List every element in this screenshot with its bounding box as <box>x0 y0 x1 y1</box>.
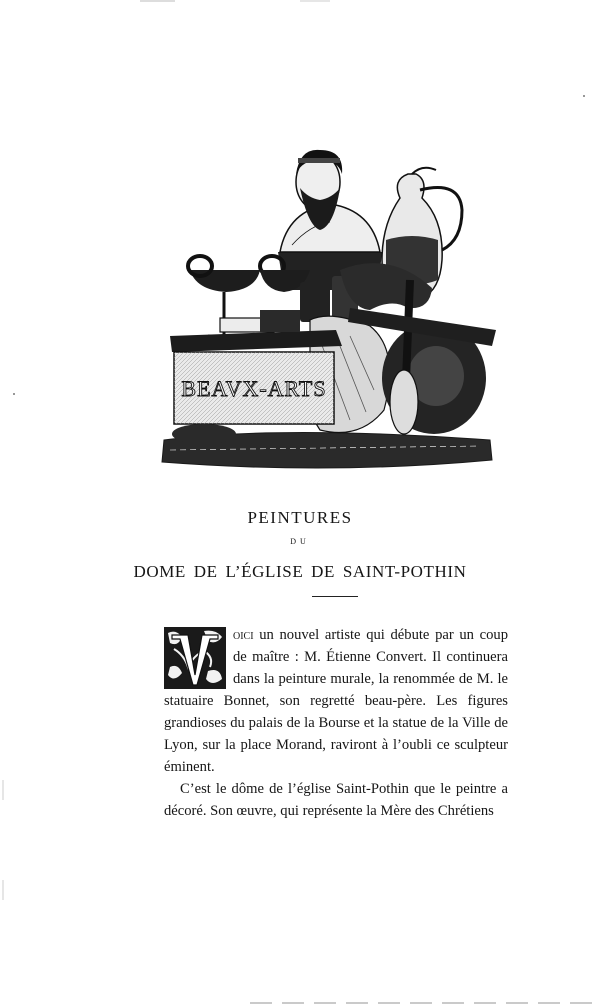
paragraph-2: C’est le dôme de l’église Saint-Pothin que le peintre a décoré. Son œuvre, qui représente la Mère des Chrétiens <box>164 781 508 819</box>
heading-dome: DOME DE L’ÉGLISE DE SAINT-POTHIN <box>133 562 467 581</box>
ornamental-drop-cap <box>164 627 226 689</box>
pedestal-inscription: BEAVX-ARTS <box>181 376 327 401</box>
article-body <box>164 624 508 822</box>
paragraph-1 <box>164 624 508 778</box>
heading-du: DU <box>290 537 310 546</box>
first-word-rest: oici <box>233 627 254 643</box>
section-rule <box>312 596 358 597</box>
paragraph-1-text: un nouvel artiste qui débute par un coup de maître : M. Étienne Convert. Il continuera dans la peinture murale, la renommée de M. le statuaire Bonnet, son regretté beau-père. Les figures grandioses du palais de la Bourse et la statue de la Ville de Lyon, sur la place Morand, raviront à l’oubli ce sculpteur éminent. <box>164 627 508 775</box>
heading-peintures: PEINTURES <box>247 508 353 527</box>
engraving-illustration <box>160 140 500 480</box>
beaux-arts-still-life-icon <box>160 140 500 480</box>
